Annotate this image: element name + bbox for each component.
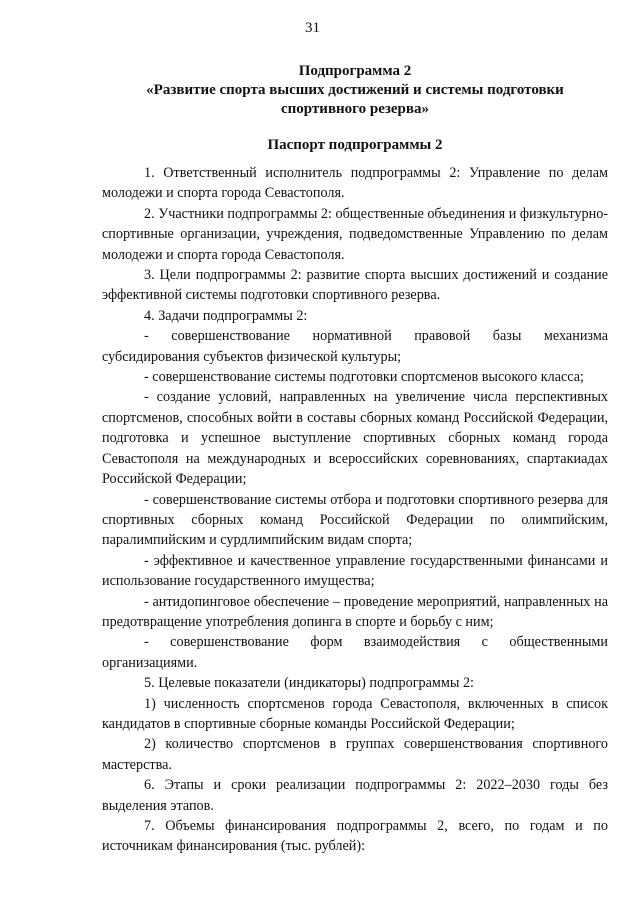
- task-item: - антидопинговое обеспечение – проведение мероприятий, направленных на предотвращение употребления допинга в спорте и борьбу с ним;: [102, 593, 608, 630]
- task-item: - совершенствование системы отбора и подготовки спортивного резерва для спортивных сборных команд Российской Федерации по олимпийским, паралимпийским и сурдлимпийским видам спорта;: [102, 491, 608, 549]
- paragraph-participants: 2. Участники подпрограммы 2: общественные объединения и физкультурно-спортивные организации, учреждения, подведомственные Управлению по делам молодежи и спорта города Севастополя.: [102, 205, 609, 263]
- indicator-item: 2) количество спортсменов в группах совершенствования спортивного мастерства.: [102, 736, 608, 773]
- task-item: - эффективное и качественное управление государственными финансами и использование государственного имущества;: [102, 552, 608, 590]
- subprogram-title-line-2: спортивного резерва»: [280, 101, 429, 117]
- paragraph-indicators-heading: 5. Целевые показатели (индикаторы) подпрограммы 2:: [144, 675, 474, 692]
- page-number: 31: [305, 20, 320, 36]
- paragraph-tasks-heading: 4. Задачи подпрограммы 2:: [144, 307, 308, 324]
- paragraph-financing: 7. Объемы финансирования подпрограммы 2, всего, по годам и по источникам финансирования (тыс. рублей):: [102, 818, 608, 855]
- task-item: - совершенствование нормативной правовой базы механизма субсидирования субъектов физической культуры;: [102, 328, 608, 365]
- paragraph-responsible-executor: 1. Ответственный исполнитель подпрограммы 2: Управление по делам молодежи и спорта города Севастополя.: [102, 165, 608, 202]
- subprogram-title-line-1: «Развитие спорта высших достижений и системы подготовки: [146, 82, 564, 98]
- indicator-item: 1) численность спортсменов города Севастополя, включенных в список кандидатов в спортивные сборные команды Российской Федерации;: [102, 695, 608, 732]
- task-item: - совершенствование системы подготовки спортсменов высокого класса;: [144, 369, 584, 386]
- task-item: - совершенствование форм взаимодействия с общественными организациями.: [102, 634, 608, 671]
- task-item: - создание условий, направленных на увеличение числа перспективных спортсменов, способных войти в составы сборных команд Российской Федерации, подготовка и успешное выступление спортивных сборных команд города Севастополя на международных и всероссийских соревнованиях, спартакиадах Российской Федерации;: [102, 389, 608, 488]
- paragraph-goals: 3. Цели подпрограммы 2: развитие спорта высших достижений и создание эффективной системы подготовки спортивного резерва.: [102, 267, 608, 304]
- subprogram-heading: Подпрограмма 2: [298, 63, 412, 79]
- paragraph-stages-and-terms: 6. Этапы и сроки реализации подпрограммы 2: 2022–2030 годы без выделения этапов.: [102, 777, 608, 814]
- document-body: [102, 163, 608, 857]
- passport-heading: Паспорт подпрограммы 2: [267, 137, 443, 153]
